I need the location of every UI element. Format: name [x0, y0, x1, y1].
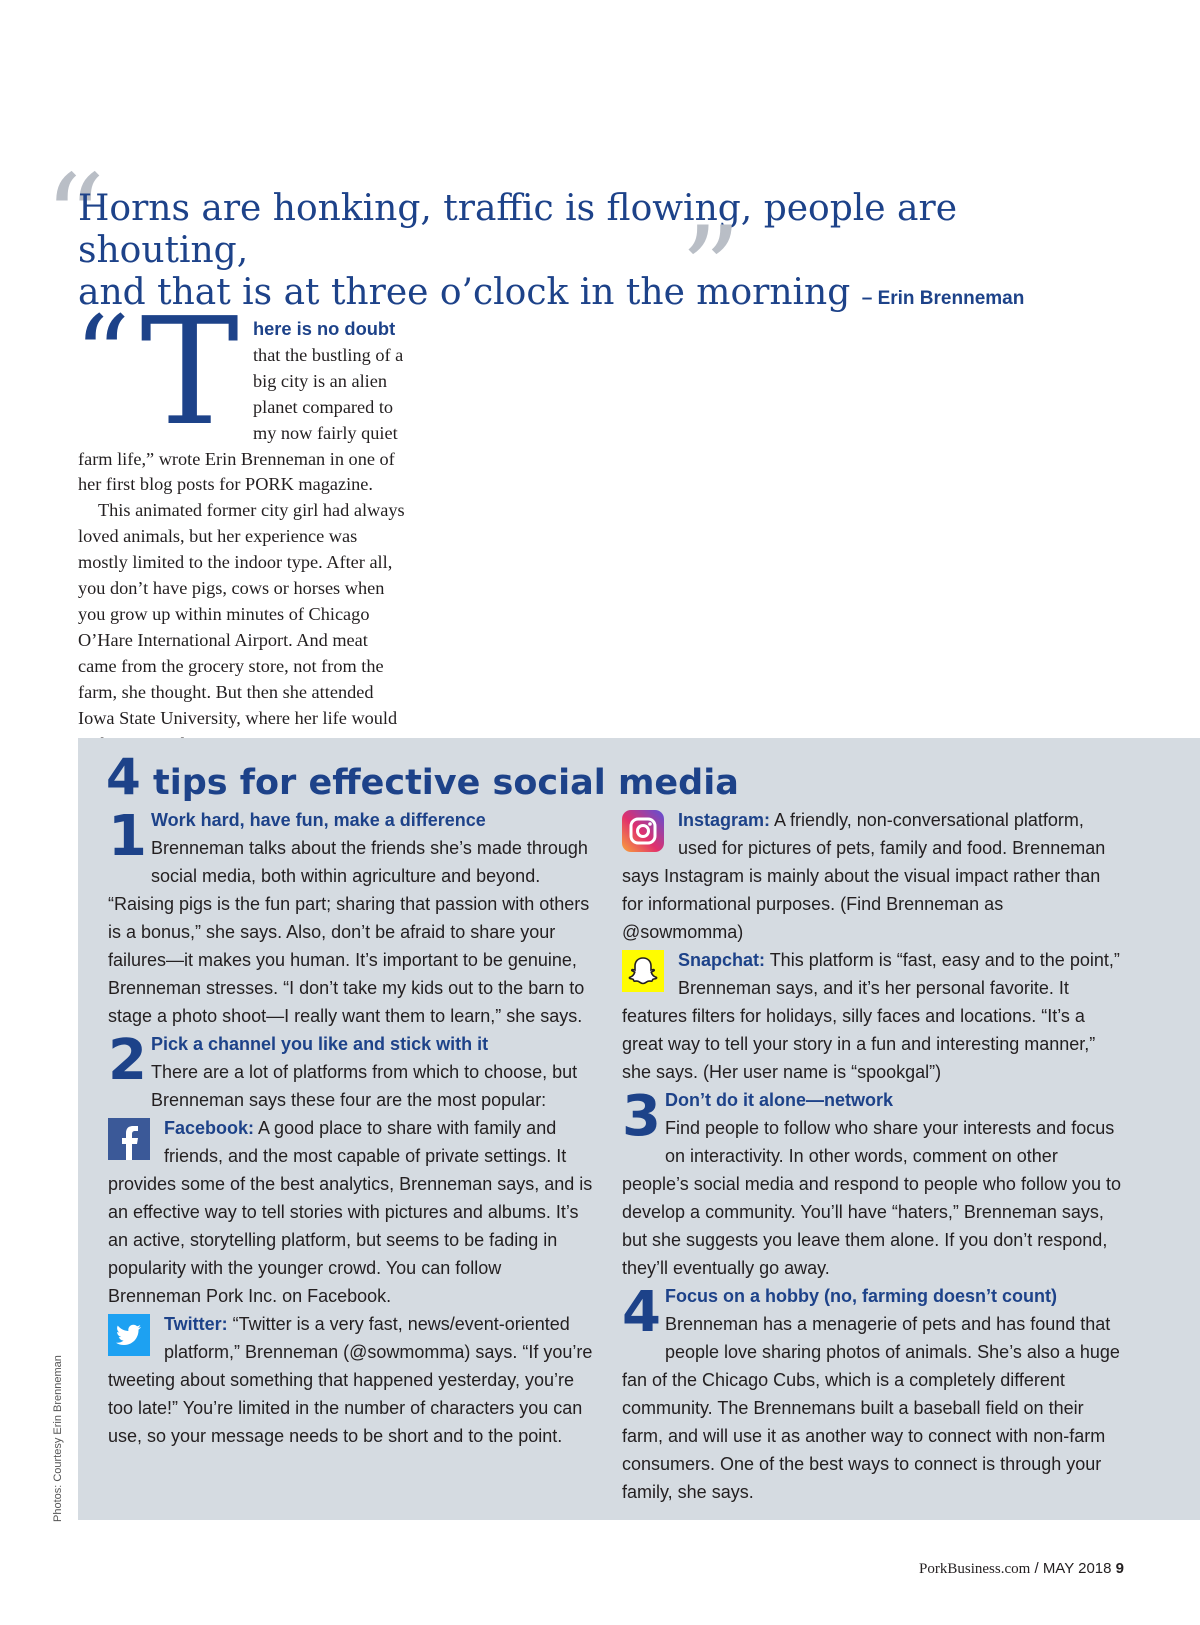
tips-title — [106, 748, 739, 806]
tip-3 — [622, 1086, 1122, 1282]
instagram-icon — [622, 810, 664, 852]
instagram-body: A friendly, non-conversational platform, used for pictures of pets, family and food. Brenneman says Instagram is mainly about the visual impact rather than for informational purposes. (Find Brenneman as @sowmomma) — [622, 810, 1106, 942]
drop-cap: T — [140, 286, 239, 458]
pull-quote-attribution: – Erin Brenneman — [861, 288, 1025, 309]
folio-separator: / — [1030, 1560, 1043, 1577]
tip-3-number: 3 — [622, 1084, 661, 1149]
tip-3-heading: Don’t do it alone—network — [664, 1090, 893, 1110]
instagram-label: Instagram: — [678, 810, 771, 830]
tip-1-number: 1 — [108, 804, 147, 869]
article-paragraph-2: This animated former city girl had always loved animals, but her experience was mostly limited to the indoor type. After all, you don’t have pigs, cows or horses when you grow up within minutes of Chicago O’Hare International Airport. And meat came from the grocery store, not from the farm, she thought. But then she attended Iowa State University, where her life would — [78, 500, 405, 728]
photo-credit: Photos: Courtesy Erin Brenneman — [52, 1355, 64, 1522]
facebook-icon — [108, 1118, 150, 1160]
instagram-tip — [622, 806, 1122, 946]
twitter-label: Twitter: — [164, 1314, 228, 1334]
tip-4-number: 4 — [622, 1280, 661, 1345]
tips-column-right — [622, 806, 1122, 1506]
snapchat-body: This platform is “fast, easy and to the point,” Brenneman says, and it’s her personal favorite. It features filters for holidays, silly faces and locations. “It’s a great way to tell your story in a fun and interesting manner,” she says. (Her user name is “spookgal”) — [622, 950, 1120, 1082]
tip-1-body: Brenneman talks about the friends she’s made through social media, both within agriculture and beyond. “Raising pigs is the fun part; sharing that passion with others is a bonus,” she says. Also, don’t be afraid to share your failures—it makes you human. It’s important to be genuine, Brenneman stresses. “I don’t take my kids out to the barn to stage a photo shoot—I really want them to learn,” she says. — [108, 838, 590, 1026]
tip-1 — [108, 806, 596, 1030]
tip-2-body: There are a lot of platforms from which to choose, but Brenneman says these four are the most popular: — [150, 1062, 578, 1110]
tip-4-body: Brenneman has a menagerie of pets and has found that people love sharing photos of animals. She’s also a huge fan of the Chicago Cubs, which is a completely different community. The Brennemans built a baseball field on their farm, and will use it as another way to connect with non-farm consumers. One of the best ways to connect is through your family, she says. — [622, 1314, 1120, 1502]
snapchat-label: Snapchat: — [678, 950, 766, 970]
pull-quote-close-mark: ” — [680, 202, 742, 341]
article-column-1 — [74, 286, 410, 757]
article-paragraph-1 — [74, 286, 410, 498]
twitter-body: “Twitter is a very fast, news/event-oriented platform,” Brenneman (@sowmomma) says. “If you’re tweeting about something that happened yesterday, you’re too late!” You’re limited in the number of characters you can use, so your message needs to be short and to the point. — [108, 1314, 593, 1446]
tip-4 — [622, 1282, 1122, 1506]
facebook-body: A good place to share with family and friends, and the most capable of private settings. It provides some of the best analytics, Brenneman says, and is an effective way to tell stories with pictures and albums. It’s an active, storytelling platform, but seems to be fading in popularity with the younger crowd. You can follow Brenneman Pork Inc. on Facebook. — [108, 1118, 593, 1306]
snapchat-tip — [622, 946, 1122, 1086]
tip-2-heading: Pick a channel you like and stick with it — [150, 1034, 489, 1054]
tips-column-left — [108, 806, 596, 1450]
tips-sidebar — [78, 738, 1200, 1520]
tip-1-heading: Work hard, have fun, make a difference — [150, 810, 486, 830]
tip-2 — [108, 1030, 596, 1114]
snapchat-icon — [622, 950, 664, 992]
folio-site: PorkBusiness.com — [919, 1561, 1031, 1577]
pull-quote-open-mark: “ — [44, 150, 106, 289]
tips-title-text: tips for effective social media — [140, 763, 739, 803]
page-folio — [919, 1560, 1124, 1578]
folio-issue: MAY 2018 — [1042, 1560, 1112, 1577]
pull-quote-line-2-text: and that is at three o’clock in the morning — [78, 272, 851, 313]
twitter-icon — [108, 1314, 150, 1356]
facebook-tip — [108, 1114, 596, 1310]
tip-4-heading: Focus on a hobby (no, farming doesn’t count) — [664, 1286, 1057, 1306]
tips-title-number: 4 — [106, 748, 141, 806]
paragraph-1-text: that the bustling of a big city is an alien planet compared to my now fairly quiet farm life,” wrote Erin Brenneman in one of her first blog posts for PORK magazine. — [78, 344, 404, 495]
pull-quote-line-1: Horns are honking, traffic is flowing, people are shouting, — [78, 188, 957, 271]
lead-in: here is no doubt — [252, 318, 396, 339]
folio-page-number: 9 — [1115, 1560, 1124, 1577]
facebook-label: Facebook: — [164, 1118, 255, 1138]
tip-2-number: 2 — [108, 1028, 147, 1093]
tip-3-body: Find people to follow who share your interests and focus on interactivity. In other words, comment on other people’s social media and respond to people who follow you to develop a community. You’ll have “haters,” Brenneman says, but she suggests you leave them alone. If you don’t respond, they’ll eventually go away. — [622, 1118, 1121, 1278]
twitter-tip — [108, 1310, 596, 1450]
drop-quote-mark: “ — [74, 292, 131, 420]
